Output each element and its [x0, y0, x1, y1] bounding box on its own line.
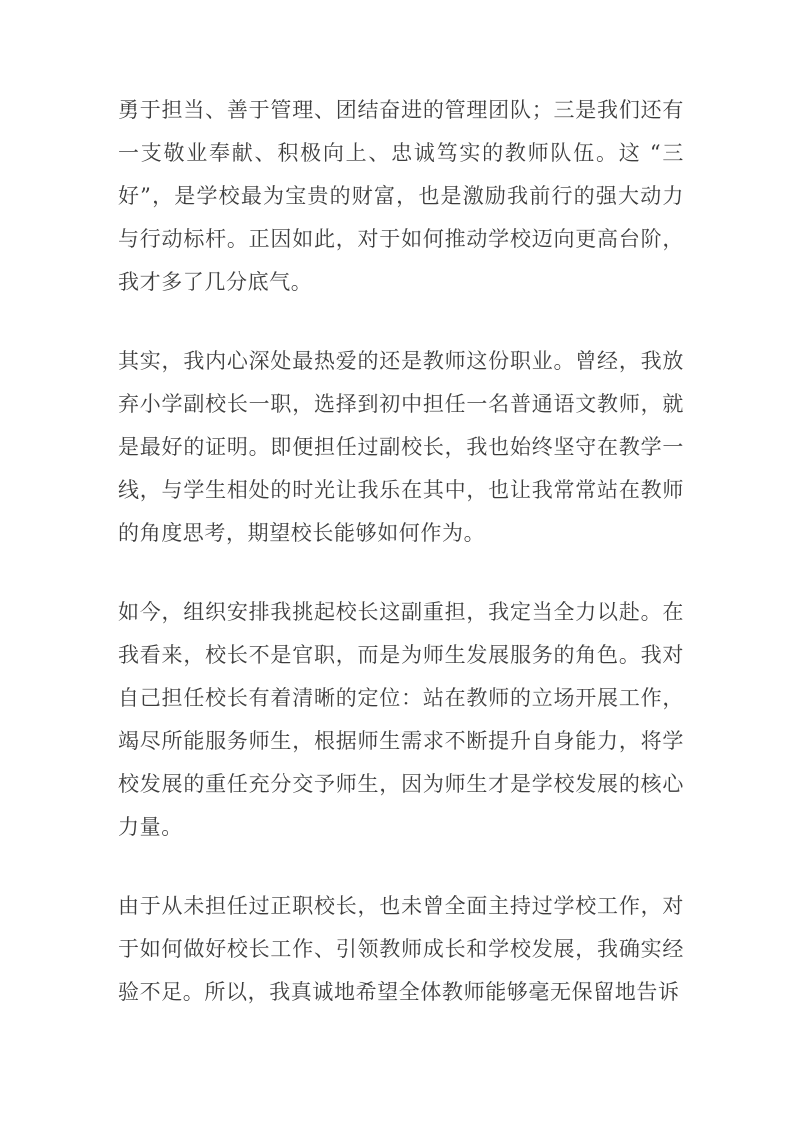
- paragraph-2: 其实，我内心深处最热爱的还是教师这份职业。曾经，我放弃小学副校长一职，选择到初中担任一名普通语文教师，就是最好的证明。即便担任过副校长，我也始终坚守在教学一线，与学生相处的时光让我乐在其中，也让我常常站在教师的角度思考，期望校长能够如何作为。: [118, 349, 684, 545]
- paragraph-4: 由于从未担任过正职校长，也未曾全面主持过学校工作，对于如何做好校长工作、引领教师成长和学校发展，我确实经验不足。所以，我真诚地希望全体教师能够毫无保留地告诉: [118, 894, 684, 1004]
- paragraph-3: 如今，组织安排我挑起校长这副重担，我定当全力以赴。在我看来，校长不是官职，而是为师生发展服务的角色。我对自己担任校长有着清晰的定位：站在教师的立场开展工作，竭尽所能服务师生，根据师生需求不断提升自身能力，将学校发展的重任充分交予师生，因为师生才是学校发展的核心力量。: [118, 600, 684, 839]
- paragraph-1: 勇于担当、善于管理、团结奋进的管理团队；三是我们还有一支敬业奉献、积极向上、忠诚笃实的教师队伍。这 “三好”，是学校最为宝贵的财富，也是激励我前行的强大动力与行动标杆。正因如此，对于如何推动学校迈向更高台阶，我才多了几分底气。: [118, 98, 684, 294]
